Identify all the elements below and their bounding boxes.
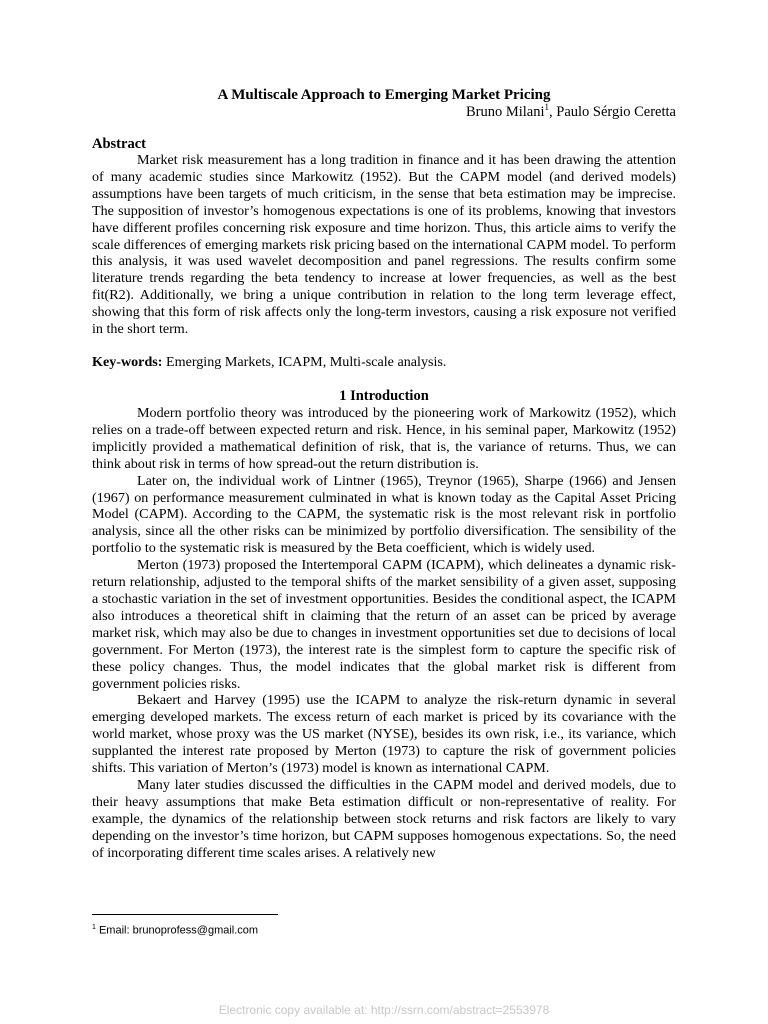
intro-paragraph-1: Modern portfolio theory was introduced by the pioneering work of Markowitz (1952), which relies on a trade-off between expected return and risk. Hence, in his seminal paper, Markowitz (1952) implicitly provided a mathematical definition of risk, that is, the variance of returns. Thus, we can think about risk in terms of how spread-out the return distribution is. [92, 405, 676, 472]
author-footnote-mark[interactable]: 1 [544, 102, 549, 113]
footnote-mark: 1 [92, 924, 96, 931]
intro-paragraph-2: Later on, the individual work of Lintner (1965), Treynor (1965), Sharpe (1966) and Jensen (1967) on performance measurement culminated in what is known today as the Capital Asset Pricing Model (CAPM). According to the CAPM, the systematic risk is the most relevant risk in portfolio analysis, since all the other risks can be minimized by portfolio diversification. The sensibility of the portfolio to the systematic risk is measured by the Beta coefficient, which is widely used. [92, 472, 676, 557]
footnote-divider [92, 914, 278, 915]
abstract-paragraph: Market risk measurement has a long tradition in finance and it has been drawing the attention of many academic studies since Markowitz (1952). But the CAPM model (and derived models) assumptions have been targets of much criticism, in the sense that beta estimation may be imprecise. The supposition of investor’s homogenous expectations is one of its problems, knowing that investors have different profiles concerning risk exposure and time horizon. Thus, this article aims to verify the scale differences of emerging markets risk pricing based on the international CAPM model. To perform this analysis, it was used wavelet decomposition and panel regressions. The results confirm some literature trends regarding the beta tendency to increase at lower frequencies, as well as the best fit(R2). Additionally, we bring a unique contribution in relation to the long term leverage effect, showing that this form of risk affects only the long-term investors, causing a risk exposure not verified in the short term. [92, 152, 676, 338]
intro-paragraph-3: Merton (1973) proposed the Intertemporal CAPM (ICAPM), which delineates a dynamic risk-return relationship, adjusted to the temporal shifts of the market sensibility of a given asset, supposing a stochastic variation in the set of investment opportunities. Besides the conditional aspect, the ICAPM also introduces a theoretical shift in claiming that the return of an asset can be priced by average market risk, which may also be due to changes in investment opportunities set due to decisions of local government. For Merton (1973), the interest rate is the simplest form to capture the specific risk of these policy changes. Thus, the model indicates that the global market risk is different from government policies risks. [92, 557, 676, 692]
author-rest: , Paulo Sérgio Ceretta [549, 104, 676, 120]
keywords-label: Key-words: [92, 354, 163, 370]
footnote-email[interactable]: Email: brunoprofess@gmail.com [95, 924, 259, 937]
keywords-text: Emerging Markets, ICAPM, Multi-scale analysis. [162, 354, 447, 370]
ssrn-watermark[interactable]: Electronic copy available at: http://ssrn.com/abstract=2553978 [218, 1003, 550, 1017]
author-line [92, 103, 676, 121]
introduction-body [92, 405, 676, 861]
intro-paragraph-4: Bekaert and Harvey (1995) use the ICAPM to analyze the risk-return dynamic in several emerging developed markets. The excess return of each market is priced by its covariance with the world market, whose proxy was the US market (NYSE), besides its own risk, i.e., its variance, which supplanted the interest rate proposed by Merton (1973) to capture the risk of government policies shifts. This variation of Merton’s (1973) model is known as international CAPM. [92, 692, 676, 777]
intro-paragraph-5: Many later studies discussed the difficulties in the CAPM model and derived models, due to their heavy assumptions that make Beta estimation difficult or non-representative of reality. For example, the dynamics of the relationship between stock returns and risk factors are likely to vary depending on the investor’s time horizon, but CAPM supposes homogenous expectations. So, the need of incorporating different time scales arises. A relatively new [92, 776, 676, 861]
footnote [92, 921, 258, 938]
abstract-body [92, 152, 676, 338]
introduction-heading: 1 Introduction [339, 388, 429, 404]
keywords-line [92, 354, 676, 371]
abstract-heading: Abstract [92, 136, 146, 152]
paper-title: A Multiscale Approach to Emerging Market Pricing [217, 87, 551, 103]
author-first: Bruno Milani [465, 104, 545, 120]
